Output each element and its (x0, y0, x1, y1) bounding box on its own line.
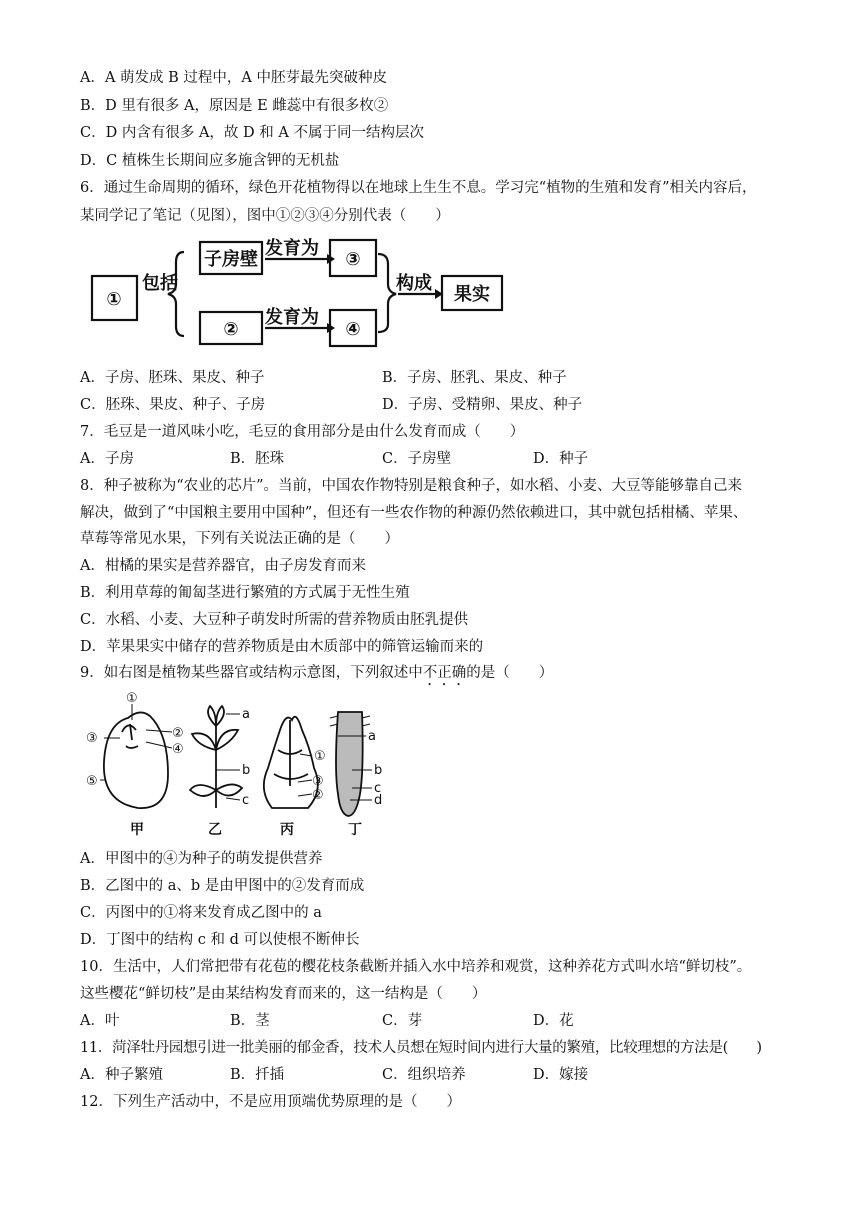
brace-right (378, 254, 396, 332)
caption-bing: 丙 (280, 822, 294, 838)
q6-stem-line2: 某同学记了笔记（见图），图中①②③④分别代表（ ） (80, 208, 450, 224)
label-include: 包括 (142, 273, 178, 294)
label-fruit: 果实 (454, 284, 490, 305)
jia-label-3: ③ (86, 731, 98, 746)
q8-stem-line2: 解决，做到了“中国粮主要用中国种”，但还有一些农作物的种源仍然依赖进口，其中就包括柑橘、苹果、 (80, 505, 748, 521)
q11-option-b: B．扦插 (230, 1067, 285, 1083)
q10-option-b: B．茎 (230, 1013, 270, 1029)
root-tip-figure-ding (330, 712, 372, 816)
q8-option-a: A．柑橘的果实是营养器官，由子房发育而来 (80, 558, 366, 574)
q7-option-d: D．种子 (533, 451, 589, 467)
bing-label-2: ② (312, 788, 324, 803)
yi-label-b: b (242, 763, 251, 778)
jia-label-5: ⑤ (86, 774, 98, 789)
q12-stem: 12．下列生产活动中，不是应用顶端优势原理的是（ ） (80, 1094, 461, 1110)
q8-option-b: B．利用草莓的匍匐茎进行繁殖的方式属于无性生殖 (80, 585, 410, 601)
label-ovary-wall: 子房壁 (204, 249, 258, 270)
caption-yi: 乙 (208, 822, 222, 838)
ding-label-a: a (368, 729, 376, 744)
label-compose: 构成 (396, 273, 432, 294)
caption-ding: 丁 (348, 822, 362, 838)
q9-figure (80, 690, 400, 842)
q8-stem-line1: 8．种子被称为“农业的芯片”。当前，中国农作物特别是粮食种子，如水稻、小麦、大豆等能够靠自己来 (80, 478, 743, 494)
q9-stem-post: 的是（ ） (466, 665, 554, 681)
q9-stem-pre: 9．如右图是植物某些器官或结构示意图，下列叙述中 (80, 665, 423, 681)
q6-option-a: A．子房、胚珠、果皮、种子 (80, 370, 265, 386)
q8-option-d: D．苹果果实中储存的营养物质是由木质部中的筛管运输而来的 (80, 639, 484, 655)
q5-option-c: C．D 内含有很多 A，故 D 和 A 不属于同一结构层次 (80, 125, 424, 141)
q9-option-c: C．丙图中的①将来发育成乙图中的 a (80, 905, 322, 921)
q11-option-d: D．嫁接 (533, 1067, 589, 1083)
label-n2: ② (223, 319, 239, 340)
ding-label-d: d (374, 793, 383, 808)
ding-label-c: c (374, 781, 382, 796)
brace-left (168, 252, 184, 336)
q5-option-d: D．C 植株生长期间应多施含钾的无机盐 (80, 153, 340, 169)
bing-label-3: ③ (312, 774, 324, 789)
label-develop-1: 发育为 (265, 238, 319, 259)
q10-option-d: D．花 (533, 1013, 574, 1029)
q9-option-b: B．乙图中的 a、b 是由甲图中的②发育而成 (80, 878, 365, 894)
bud-figure-bing (264, 717, 318, 808)
jia-label-4: ④ (172, 742, 184, 757)
q7-stem: 7．毛豆是一道风味小吃，毛豆的食用部分是由什么发育而成（ ） (80, 424, 525, 440)
yi-label-c: c (242, 793, 250, 808)
yi-label-a: a (242, 707, 250, 722)
label-n3: ③ (345, 249, 361, 270)
jia-label-1: ① (126, 691, 138, 706)
q5-option-a: A．A 萌发成 B 过程中，A 中胚芽最先突破种皮 (80, 70, 388, 86)
q6-concept-diagram (80, 232, 520, 354)
q8-option-c: C．水稻、小麦、大豆种子萌发时所需的营养物质由胚乳提供 (80, 612, 469, 628)
bing-label-1: ① (314, 749, 326, 764)
label-n4: ④ (345, 319, 361, 340)
jia-label-2: ② (172, 726, 184, 741)
q6-stem-line1: 6．通过生命周期的循环，绿色开花植物得以在地球上生生不息。学习完“植物的生殖和发育”相关内容后， (80, 180, 757, 196)
q10-stem-line1: 10．生活中，人们常把带有花苞的樱花枝条截断并插入水中培养和观赏，这种养花方式叫水培“鲜切枝”。 (80, 959, 752, 975)
q11-option-a: A．种子繁殖 (80, 1067, 163, 1083)
q10-option-a: A．叶 (80, 1013, 120, 1029)
q9-stem-emphasis: 不正确 (422, 665, 467, 681)
ding-label-b: b (374, 763, 383, 778)
label-develop-2: 发育为 (265, 307, 319, 328)
q11-stem: 11．菏泽牡丹园想引进一批美丽的郁金香，技术人员想在短时间内进行大量的繁殖，比较理想的方法是( ) (80, 1040, 762, 1056)
q6-option-d: D．子房、受精卵、果皮、种子 (382, 397, 583, 413)
q10-option-c: C．芽 (382, 1013, 423, 1029)
label-n1: ① (106, 289, 122, 310)
q7-option-b: B．胚珠 (230, 451, 285, 467)
caption-jia: 甲 (130, 822, 144, 838)
q8-stem-line3: 草莓等常见水果，下列有关说法正确的是（ ） (80, 531, 399, 547)
seedling-figure-yi (190, 706, 242, 808)
q7-option-a: A．子房 (80, 451, 134, 467)
q6-option-b: B．子房、胚乳、果皮、种子 (382, 370, 567, 386)
q5-option-b: B．D 里有很多 A，原因是 E 雌蕊中有很多枚② (80, 98, 389, 114)
q10-stem-line2: 这些樱花“鲜切枝”是由某结构发育而来的，这一结构是（ ） (80, 986, 487, 1002)
q11-option-c: C．组织培养 (382, 1067, 466, 1083)
q9-option-a: A．甲图中的④为种子的萌发提供营养 (80, 851, 323, 867)
q9-option-d: D．丁图中的结构 c 和 d 可以使根不断伸长 (80, 932, 360, 948)
seed-figure-jia (100, 704, 172, 808)
q7-option-c: C．子房壁 (382, 451, 452, 467)
q6-option-c: C．胚珠、果皮、种子、子房 (80, 397, 266, 413)
q9-stem (80, 663, 553, 689)
